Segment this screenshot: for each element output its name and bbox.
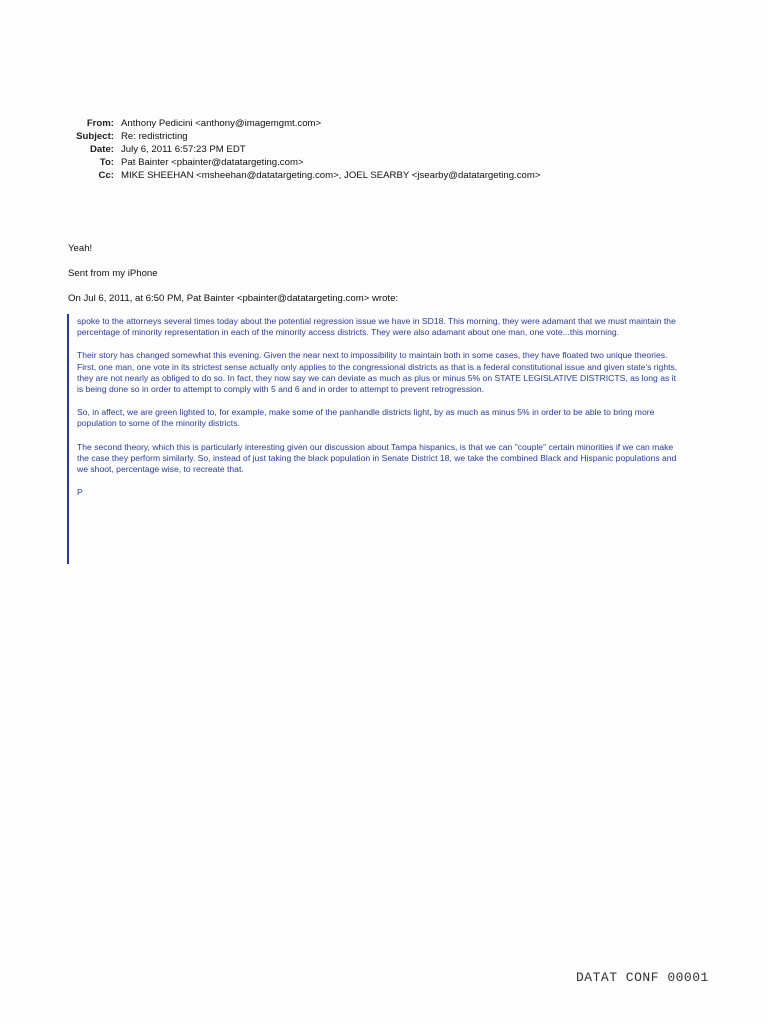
quoted-paragraph: So, in affect, we are green lighted to, for example, make some of the panhandle districts light, by as much as minus 5% in order to be able to bring more population to some of the minority districts. — [77, 407, 655, 429]
header-subject — [60, 130, 540, 143]
header-date — [60, 143, 540, 156]
header-label: From: — [86, 118, 114, 129]
quote-attribution: On Jul 6, 2011, at 6:50 PM, Pat Bainter <pbainter@datatargeting.com> wrote: — [68, 293, 399, 304]
header-label: Cc: — [98, 170, 114, 181]
quoted-paragraph: The second theory, which this is particularly interesting given our discussion about Tampa hispanics, is that we can "couple" certain minorities if we can make the case they perform similarly. So, instead of just taking the black population in Senate District 18, we take the combined Black and Hispanic populations and we shoot, percentage wise, to recreate that. — [77, 441, 677, 475]
header-value: MIKE SHEEHAN <msheehan@datatargeting.com>, JOEL SEARBY <jsearby@datatargeting.com> — [121, 170, 541, 181]
header-value: Re: redistricting — [121, 131, 188, 142]
quoted-signoff: P — [77, 487, 83, 498]
header-value: July 6, 2011 6:57:23 PM EDT — [121, 144, 246, 155]
reply-text: Yeah! — [68, 243, 93, 254]
header-label: Date: — [90, 144, 114, 155]
header-to — [60, 156, 540, 169]
quoted-paragraph: spoke to the attorneys several times today about the potential regression issue we have in SD18. This morning, they were adamant that we must maintain the percentage of minority representation in each of the minority access districts. They were also adamant about one man, one vote...this morning. — [77, 316, 676, 338]
mobile-signature: Sent from my iPhone — [68, 268, 158, 279]
header-cc — [60, 169, 540, 182]
header-label: Subject: — [76, 131, 114, 142]
email-headers — [60, 117, 540, 182]
quoted-paragraph: Their story has changed somewhat this evening. Given the near next to impossibility to maintain both in some cases, they have floated two unique theories. First, one man, one vote in its strictest sense actually only applies to the congressional districts as that is a federal constitutional issue and given state's rights, they are not nearly as obliged to do so. In fact, they now say we can deviate as much as plus or minus 5% on STATE LEGISLATIVE DISTRICTS, as long as it is being done so in order to attempt to comply with 5 and 6 and in order to attempt to prevent retrogression. — [77, 350, 678, 395]
quoted-message — [67, 314, 683, 564]
bates-stamp: DATAT CONF 00001 — [576, 970, 709, 985]
header-value: Pat Bainter <pbainter@datatargeting.com> — [121, 157, 304, 168]
header-from — [60, 117, 540, 130]
header-value: Anthony Pedicini <anthony@imagemgmt.com> — [121, 118, 322, 129]
header-label: To: — [99, 157, 114, 168]
